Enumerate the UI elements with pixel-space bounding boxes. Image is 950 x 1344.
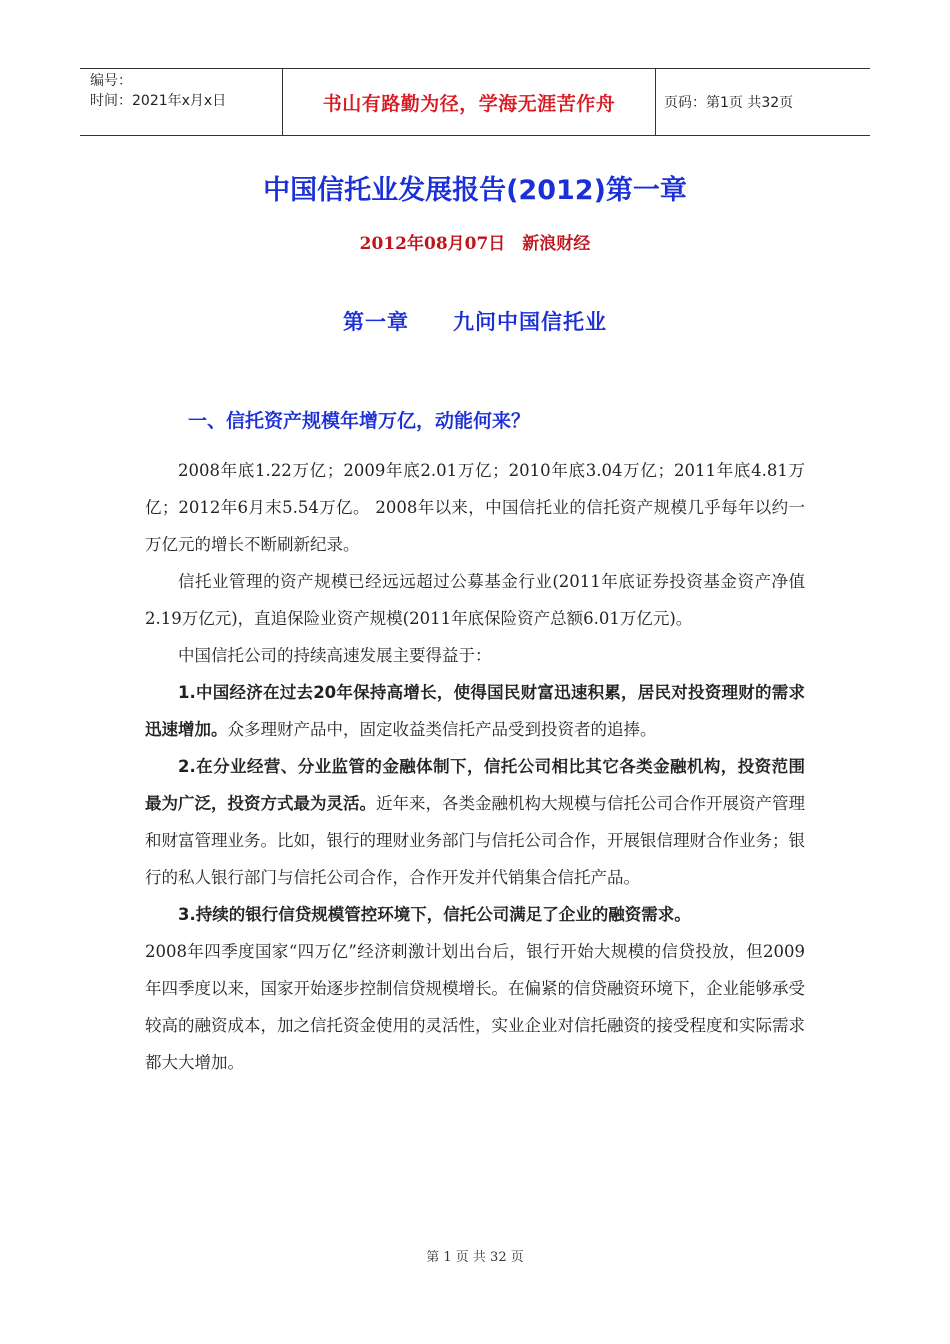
paragraph-6-lead: 3.持续的银行信贷规模管控环境下，信托公司满足了企业的融资需求。 bbox=[178, 905, 691, 924]
paragraph-5 bbox=[145, 748, 805, 896]
paragraph-1: 2008年底1.22万亿；2009年底2.01万亿；2010年底3.04万亿；2011年底4.81万亿；2012年6月末5.54万亿。 2008年以来，中国信托业的信托资产规模几乎每年以约一万亿元的增长不断刷新纪录。 bbox=[145, 461, 805, 554]
paragraph-4 bbox=[145, 674, 805, 748]
header-motto: 书山有路勤为径，学海无涯苦作舟 bbox=[282, 69, 656, 135]
section-heading: 一、信托资产规模年增万亿，动能何来？ bbox=[188, 410, 531, 432]
paragraph-4-lead: 1.中国经济在过去20年保持高增长，使得国民财富迅速积累，居民对投资理财的需求迅速增加。 bbox=[145, 683, 805, 739]
paragraph-4-rest: 众多理财产品中，固定收益类信托产品受到投资者的追捧。 bbox=[227, 720, 657, 739]
document-title: 中国信托业发展报告(2012)第一章 bbox=[263, 175, 687, 206]
paragraph-2: 信托业管理的资产规模已经远远超过公募基金行业(2011年底证券投资基金资产净值2.19万亿元)，直追保险业资产规模(2011年底保险资产总额6.01万亿元)。 bbox=[145, 572, 805, 628]
page-footer: 第 1 页 共 32 页 bbox=[426, 1250, 524, 1265]
time-label: 时间：2021年x月x日 bbox=[90, 93, 227, 109]
body-text bbox=[145, 452, 805, 1081]
header-meta bbox=[80, 69, 282, 135]
number-label: 编号： bbox=[90, 73, 132, 89]
paragraph-5-rest: 近年来，各类金融机构大规模与信托公司合作开展资产管理和财富管理业务。比如，银行的理财业务部门与信托公司合作，开展银信理财合作业务；银行的私人银行部门与信托公司合作，合作开发并代销集合信托产品。 bbox=[145, 794, 805, 887]
paragraph-3: 中国信托公司的持续高速发展主要得益于： bbox=[178, 646, 492, 665]
header-page-info: 页码：第1页 共32页 bbox=[664, 95, 794, 111]
paragraph-7: 2008年四季度国家“四万亿”经济刺激计划出台后，银行开始大规模的信贷投放，但2009年四季度以来，国家开始逐步控制信贷规模增长。在偏紧的信贷融资环境下，企业能够承受较高的融资成本，加之信托资金使用的灵活性，实业企业对信托融资的接受程度和实际需求都大大增加。 bbox=[145, 942, 805, 1072]
paragraph-6 bbox=[145, 896, 805, 933]
chapter-heading: 第一章 九问中国信托业 bbox=[343, 310, 607, 334]
header-table bbox=[80, 68, 870, 136]
document-subtitle: 2012年08月07日 新浪财经 bbox=[359, 234, 591, 254]
paragraph-5-lead: 2.在分业经营、分业监管的金融体制下，信托公司相比其它各类金融机构，投资范围最为广泛，投资方式最为灵活。 bbox=[145, 757, 805, 813]
